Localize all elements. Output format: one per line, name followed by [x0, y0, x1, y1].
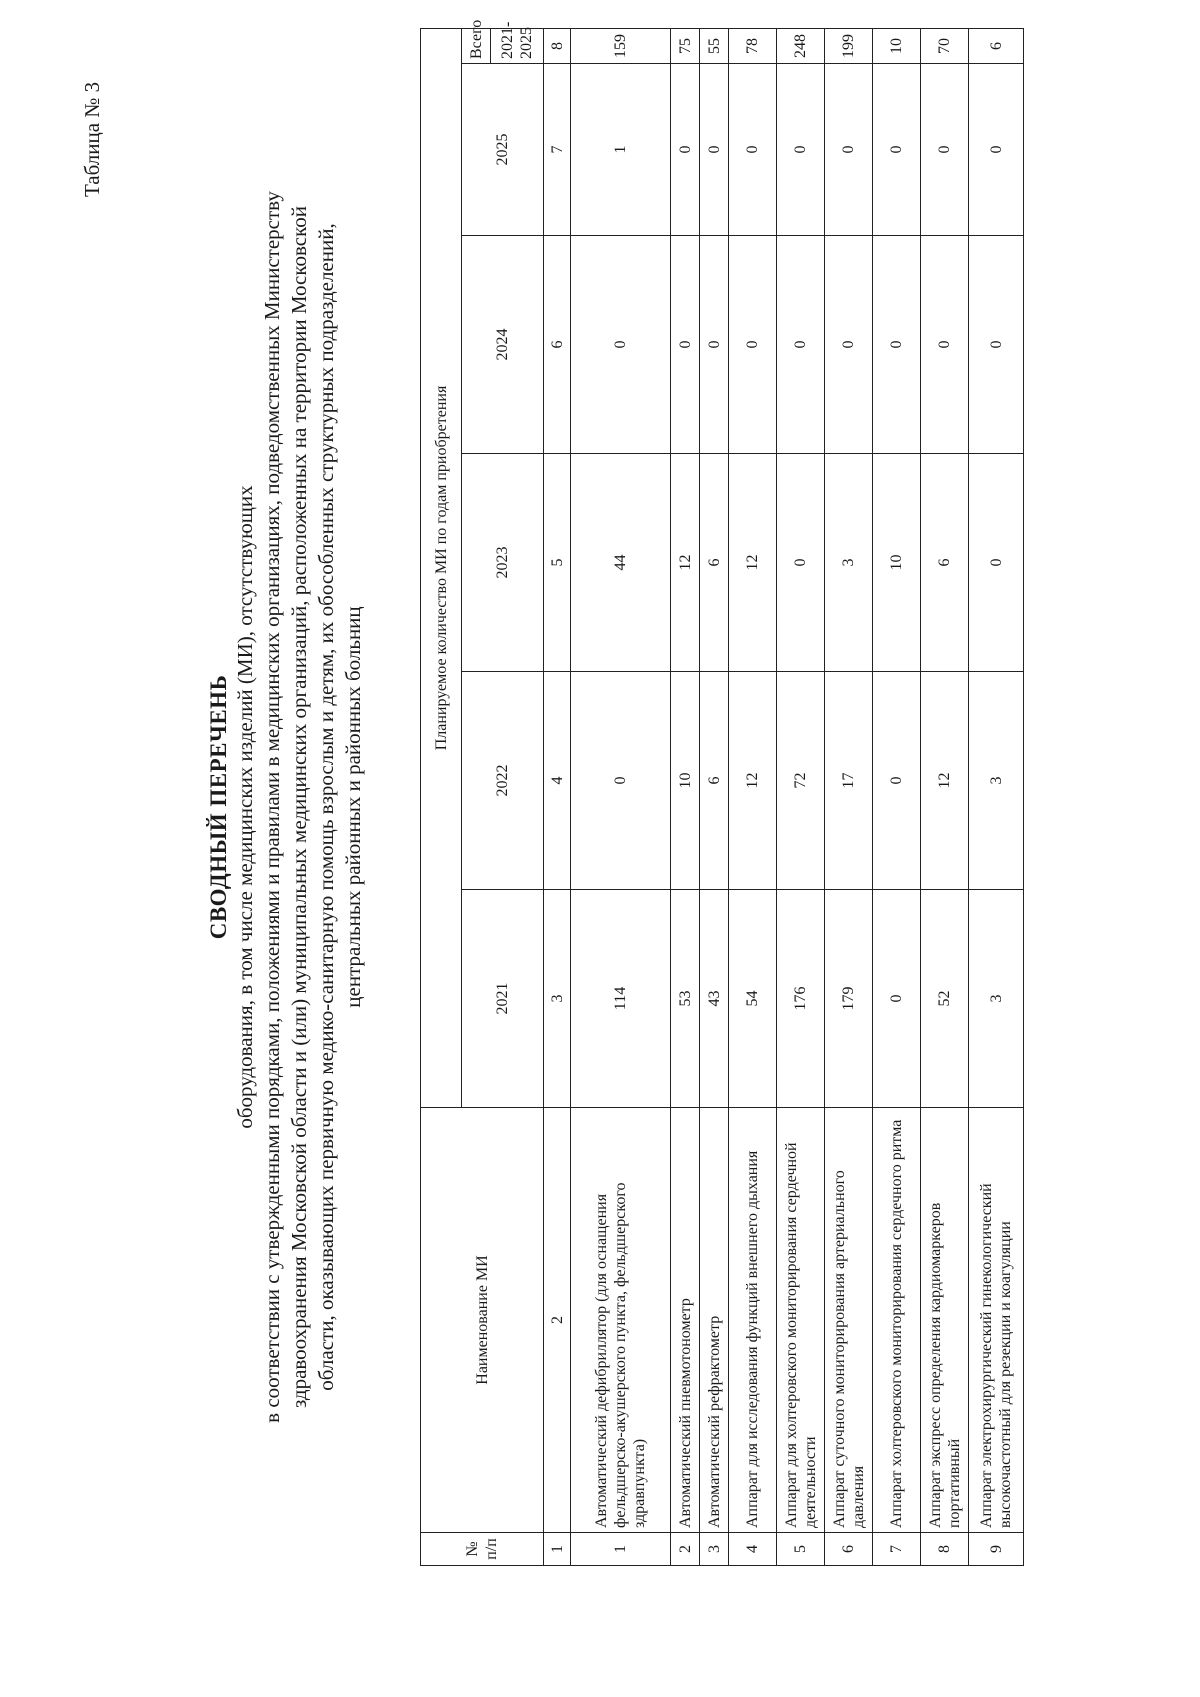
qty-2023: 44 — [571, 454, 671, 672]
column-number: 4 — [544, 672, 571, 890]
qty-2025: 0 — [700, 64, 729, 236]
column-number: 7 — [544, 64, 571, 236]
qty-total: 159 — [571, 28, 671, 63]
qty-2025: 0 — [729, 64, 777, 236]
qty-2021: 3 — [969, 890, 1024, 1108]
qty-2023: 10 — [873, 454, 921, 672]
title-line-4: области, оказывающих первичную медико-санитарную помощь взрослым и детям, их обособленных структурных подразделений, — [314, 223, 338, 1391]
qty-2023: 6 — [700, 454, 729, 672]
table-row — [825, 28, 873, 1565]
table-label: Таблица № 3 — [80, 81, 104, 197]
qty-2023: 3 — [825, 454, 873, 672]
qty-total: 199 — [825, 28, 873, 63]
qty-2024: 0 — [921, 236, 969, 454]
row-number: 8 — [921, 1533, 969, 1566]
qty-2021: 54 — [729, 890, 777, 1108]
equipment-name: Автоматический дефибриллятор (для оснащения фельдшерско-акушерского пункта, фельдшерского здравпункта) — [571, 1108, 671, 1533]
column-number: 1 — [544, 1533, 571, 1566]
qty-2022: 6 — [700, 672, 729, 890]
equipment-name: Автоматический пневмотонометр — [671, 1108, 700, 1533]
column-number: 2 — [544, 1108, 571, 1533]
qty-2025: 1 — [571, 64, 671, 236]
qty-2023: 12 — [729, 454, 777, 672]
equipment-name: Аппарат экспресс определения кардиомаркеров портативный — [921, 1108, 969, 1533]
qty-2025: 0 — [969, 64, 1024, 236]
table-row — [571, 28, 671, 1565]
qty-2022: 0 — [571, 672, 671, 890]
header-year-2022: 2022 — [462, 672, 544, 890]
row-number: 3 — [700, 1533, 729, 1566]
row-number: 9 — [969, 1533, 1024, 1566]
table-row — [969, 28, 1024, 1565]
column-number-row — [544, 28, 571, 1565]
qty-2024: 0 — [873, 236, 921, 454]
qty-total: 70 — [921, 28, 969, 63]
equipment-name: Аппарат холтеровского мониторирования сердечного ритма — [873, 1108, 921, 1533]
title-line-3: здравоохранения Московской области и (или) муниципальных медицинских организаций, расположенных на территории Московской — [287, 205, 311, 1409]
qty-2025: 0 — [671, 64, 700, 236]
header-year-2024: 2024 — [462, 236, 544, 454]
column-number: 6 — [544, 236, 571, 454]
qty-total: 55 — [700, 28, 729, 63]
header-year-2023: 2023 — [462, 454, 544, 672]
qty-2024: 0 — [571, 236, 671, 454]
row-number: 5 — [777, 1533, 825, 1566]
table-row — [671, 28, 700, 1565]
qty-2021: 52 — [921, 890, 969, 1108]
qty-2023: 6 — [921, 454, 969, 672]
table-row — [700, 28, 729, 1565]
qty-2022: 10 — [671, 672, 700, 890]
qty-2021: 114 — [571, 890, 671, 1108]
title-line-2: в соответствии с утвержденными порядками, положениями и правилами в медицинских организациях, подведомственных Министерству — [260, 191, 284, 1423]
qty-2025: 0 — [825, 64, 873, 236]
header-year-2025: 2025 — [462, 64, 544, 236]
table-row — [777, 28, 825, 1565]
equipment-name: Аппарат для исследования функций внешнего дыхания — [729, 1108, 777, 1533]
column-number: 8 — [544, 28, 571, 63]
header-total: Всего — [462, 28, 491, 63]
row-number: 2 — [671, 1533, 700, 1566]
qty-2025: 0 — [921, 64, 969, 236]
header-number: № п/п — [421, 1533, 544, 1566]
qty-2022: 17 — [825, 672, 873, 890]
qty-2024: 0 — [671, 236, 700, 454]
qty-2021: 179 — [825, 890, 873, 1108]
title-line-1: оборудования, в том числе медицинских изделий (МИ), отсутствующих — [233, 485, 257, 1129]
qty-2024: 0 — [969, 236, 1024, 454]
qty-2025: 0 — [777, 64, 825, 236]
qty-2022: 12 — [729, 672, 777, 890]
equipment-table — [420, 19, 1024, 1566]
document-title — [205, 52, 367, 1562]
header-planned-group: Планируемое количество МИ по годам приобретения — [421, 28, 462, 1107]
qty-2023: 12 — [671, 454, 700, 672]
column-number: 5 — [544, 454, 571, 672]
equipment-name: Аппарат суточного мониторирования артериального давления — [825, 1108, 873, 1533]
qty-2023: 0 — [777, 454, 825, 672]
qty-total: 6 — [969, 28, 1024, 63]
qty-2022: 0 — [873, 672, 921, 890]
table-row — [729, 28, 777, 1565]
qty-2025: 0 — [873, 64, 921, 236]
qty-2024: 0 — [729, 236, 777, 454]
table-row — [873, 28, 921, 1565]
row-number: 1 — [571, 1533, 671, 1566]
row-number: 4 — [729, 1533, 777, 1566]
qty-2024: 0 — [777, 236, 825, 454]
qty-2021: 53 — [671, 890, 700, 1108]
table-row — [921, 28, 969, 1565]
qty-2023: 0 — [969, 454, 1024, 672]
header-year-2021: 2021 — [462, 890, 544, 1108]
equipment-name: Аппарат электрохирургический гинекологический высокочастотный для резекции и коагуляции — [969, 1108, 1024, 1533]
qty-2021: 43 — [700, 890, 729, 1108]
row-number: 7 — [873, 1533, 921, 1566]
table-body — [544, 28, 1024, 1565]
qty-total: 10 — [873, 28, 921, 63]
header-total-period: 2021-2025 — [491, 28, 544, 63]
qty-2024: 0 — [825, 236, 873, 454]
qty-2022: 3 — [969, 672, 1024, 890]
equipment-name: Аппарат для холтеровского мониторирования сердечной деятельности — [777, 1108, 825, 1533]
qty-total: 75 — [671, 28, 700, 63]
title-heading: СВОДНЫЙ ПЕРЕЧЕНЬ — [206, 674, 231, 940]
header-name: Наименование МИ — [421, 1108, 544, 1533]
qty-2024: 0 — [700, 236, 729, 454]
qty-2021: 0 — [873, 890, 921, 1108]
qty-2022: 12 — [921, 672, 969, 890]
equipment-name: Автоматический рефрактометр — [700, 1108, 729, 1533]
row-number: 6 — [825, 1533, 873, 1566]
qty-total: 78 — [729, 28, 777, 63]
qty-2021: 176 — [777, 890, 825, 1108]
qty-2022: 72 — [777, 672, 825, 890]
column-number: 3 — [544, 890, 571, 1108]
qty-total: 248 — [777, 28, 825, 63]
title-line-5: центральных районных и районных больниц — [341, 606, 365, 1008]
